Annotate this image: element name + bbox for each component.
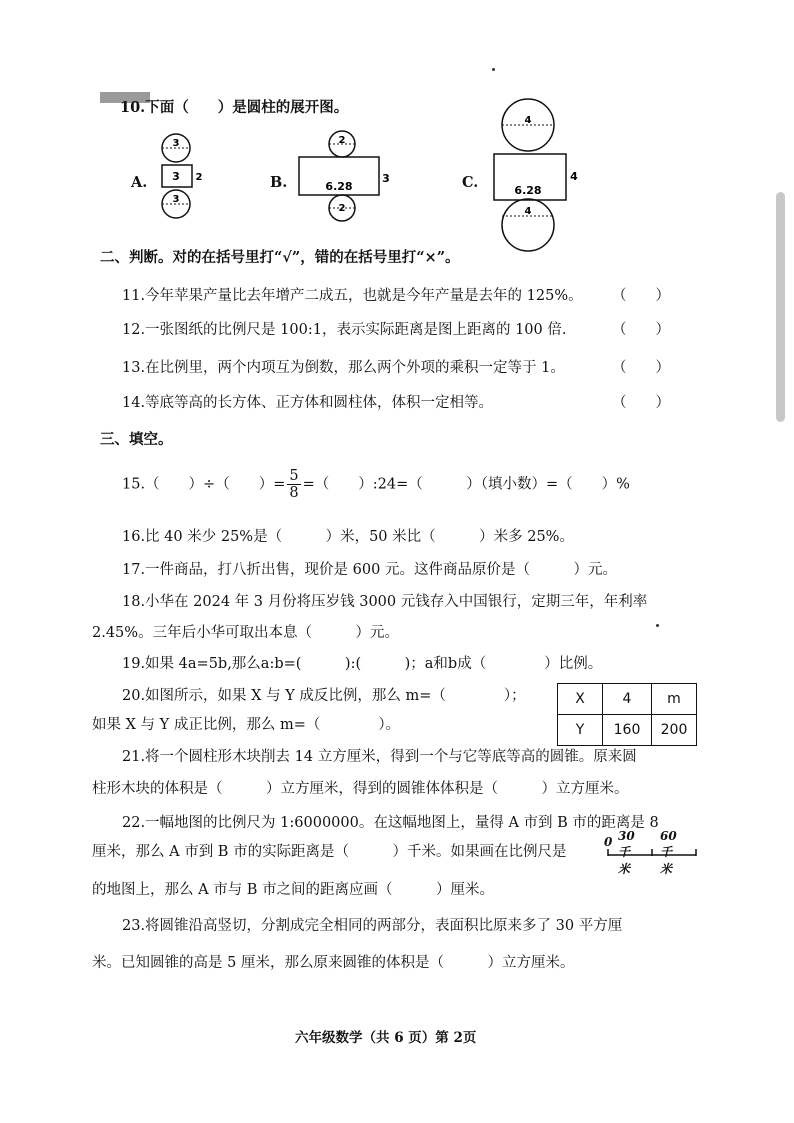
option-c-side-label: 4 bbox=[570, 170, 578, 183]
q21-line2: 柱形木块的体积是（ ）立方厘米，得到的圆锥体体积是（ ）立方厘米。 bbox=[92, 781, 629, 797]
option-a-net-figure bbox=[155, 132, 209, 222]
q15-after: =（ ）:24=（ ）（填小数）=（ ）% bbox=[302, 476, 630, 493]
scale-mark2-label: 60千米 bbox=[660, 829, 677, 876]
option-b-top-circle-label: 2 bbox=[338, 135, 346, 146]
option-c-rect-label: 6.28 bbox=[514, 184, 542, 197]
table-row bbox=[558, 715, 697, 746]
q15-text bbox=[122, 468, 630, 501]
q13-text: 13.在比例里，两个内项互为倒数，那么两个外项的乘积一定等于 1。 bbox=[122, 360, 565, 376]
q17-text: 17.一件商品，打八折出售，现价是 600 元。这件商品原价是（ ）元。 bbox=[122, 562, 617, 578]
q20-line1: 20.如图所示，如果 X 与 Y 成反比例，那么 m=（ ）； bbox=[122, 688, 526, 704]
option-c-label: C. bbox=[462, 174, 479, 191]
q12-text: 12.一张图纸的比例尺是 100:1，表示实际距离是图上距离的 100 倍. bbox=[122, 322, 567, 338]
scale-zero-label: 0 bbox=[604, 835, 613, 849]
section2-heading: 二、判断。对的在括号里打“√”，错的在括号里打“×”。 bbox=[100, 249, 460, 266]
option-b-net-figure bbox=[292, 128, 402, 224]
q19-text: 19.如果 4a=5b,那么a:b=( ):( )；a和b成（ ）比例。 bbox=[122, 656, 603, 672]
option-c-net-figure bbox=[488, 96, 588, 256]
q12-answer-paren[interactable]: （ ） bbox=[612, 322, 670, 338]
q16-text: 16.比 40 米少 25%是（ ）米，50 米比（ ）米多 25%。 bbox=[122, 529, 574, 545]
option-a-bottom-circle-label: 3 bbox=[172, 194, 180, 205]
option-c-bottom-circle-label: 4 bbox=[524, 206, 532, 217]
q14-text: 14.等底等高的长方体、正方体和圆柱体，体积一定相等。 bbox=[122, 395, 494, 411]
q22-line1: 22.一幅地图的比例尺为 1:6000000。在这幅地图上，量得 A 市到 B 市的距离是 8 bbox=[122, 815, 659, 831]
speck bbox=[656, 624, 659, 627]
option-a-top-circle-label: 3 bbox=[172, 138, 180, 149]
q23-line1: 23.将圆锥沿高竖切，分割成完全相同的两部分，表面积比原来多了 30 平方厘 bbox=[122, 918, 623, 934]
speck bbox=[492, 68, 495, 71]
option-b-side-label: 3 bbox=[382, 172, 390, 185]
q13-answer-paren[interactable]: （ ） bbox=[612, 360, 670, 376]
scale-bar bbox=[604, 847, 708, 859]
q22-line2: 厘米，那么 A 市到 B 市的实际距离是（ ）千米。如果画在比例尺是 bbox=[92, 844, 567, 860]
q15-before: 15.（ ）÷（ ）= bbox=[122, 476, 286, 493]
section3-heading: 三、填空。 bbox=[100, 431, 173, 448]
q20-xy-table bbox=[557, 683, 697, 746]
table-cell: m bbox=[652, 684, 697, 715]
table-row bbox=[558, 684, 697, 715]
table-cell: 4 bbox=[603, 684, 652, 715]
q23-line2: 米。已知圆锥的高是 5 厘米，那么原来圆锥的体积是（ ）立方厘米。 bbox=[92, 955, 575, 971]
option-b-bottom-circle-label: 2 bbox=[338, 203, 346, 214]
option-a-rect-label: 3 bbox=[172, 170, 180, 183]
option-b-label: B. bbox=[270, 174, 288, 191]
table-cell: 200 bbox=[652, 715, 697, 746]
table-cell-x-header: X bbox=[558, 684, 603, 715]
q10-text: 10.下面（ ）是圆柱的展开图。 bbox=[120, 99, 349, 116]
option-b-rect-label: 6.28 bbox=[325, 180, 353, 193]
option-c-top-circle-label: 4 bbox=[524, 115, 532, 126]
q21-line1: 21.将一个圆柱形木块削去 14 立方厘米，得到一个与它等底等高的圆锥。原来圆 bbox=[122, 749, 637, 765]
option-a-label: A. bbox=[131, 174, 148, 191]
q15-denominator: 8 bbox=[289, 485, 299, 501]
scrollbar-thumb[interactable] bbox=[776, 192, 785, 422]
q15-fraction bbox=[287, 468, 300, 501]
q22-line3: 的地图上，那么 A 市与 B 市之间的距离应画（ ）厘米。 bbox=[92, 882, 495, 898]
q11-text: 11.今年苹果产量比去年增产二成五，也就是今年产量是去年的 125%。 bbox=[122, 288, 583, 304]
q18-line1: 18.小华在 2024 年 3 月份将压岁钱 3000 元钱存入中国银行，定期三年，年利率 bbox=[122, 594, 648, 610]
q15-numerator: 5 bbox=[289, 468, 299, 484]
q18-line2: 2.45%。三年后小华可取出本息（ ）元。 bbox=[92, 625, 400, 641]
table-cell-y-header: Y bbox=[558, 715, 603, 746]
q14-answer-paren[interactable]: （ ） bbox=[612, 395, 670, 411]
q20-line2: 如果 X 与 Y 成正比例，那么 m=（ ）。 bbox=[92, 717, 401, 733]
q11-answer-paren[interactable]: （ ） bbox=[612, 288, 670, 304]
table-cell: 160 bbox=[603, 715, 652, 746]
option-a-side-label: 2 bbox=[195, 172, 203, 183]
scale-mark1-label: 30千米 bbox=[618, 829, 635, 876]
page-footer: 六年级数学（共 6 页）第 2页 bbox=[295, 1030, 477, 1046]
